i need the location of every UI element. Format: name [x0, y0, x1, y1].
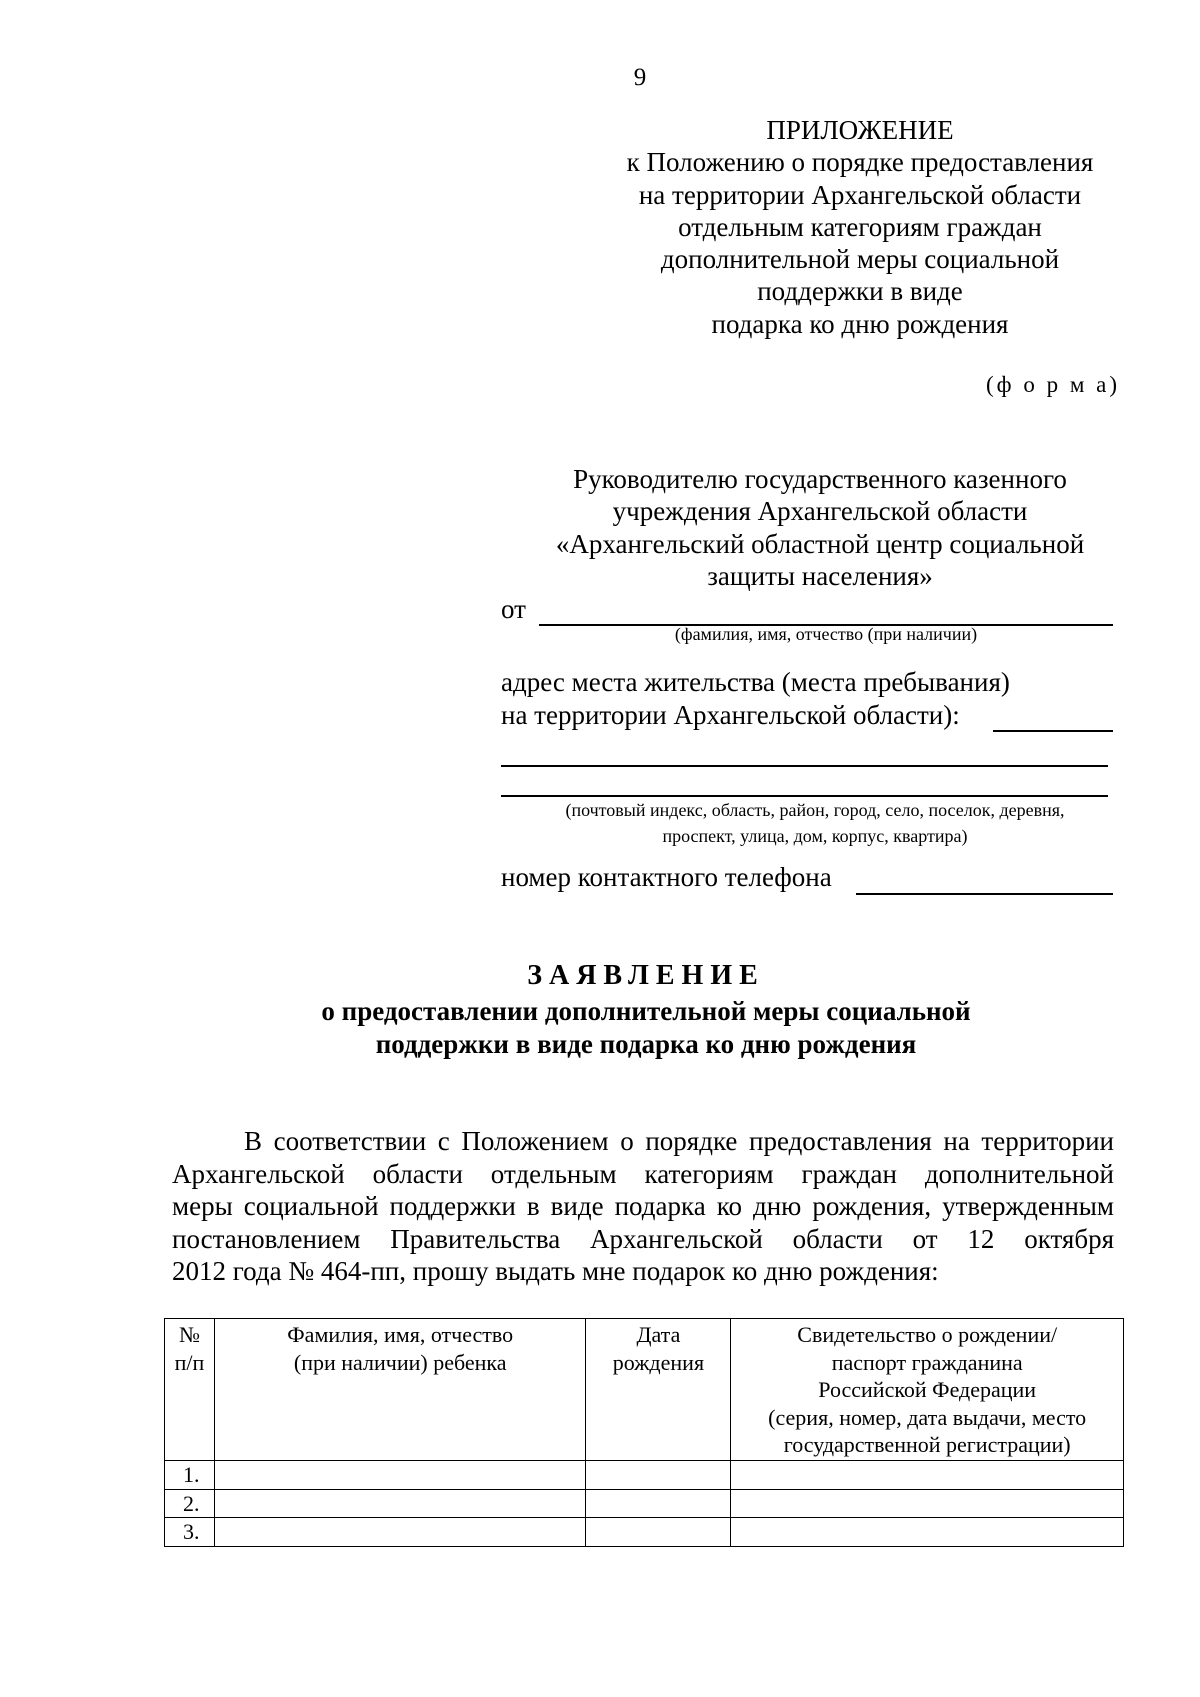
header-num-line: № [178, 1322, 200, 1347]
address-hint-line: проспект, улица, дом, корпус, квартира) [662, 826, 968, 846]
phone-fill-line[interactable] [856, 893, 1113, 895]
header-date-line: рождения [612, 1349, 705, 1375]
address-label-1: адрес места жительства (места пребывания) [501, 667, 1010, 697]
address-hint [515, 797, 1115, 849]
table-row [165, 1518, 1124, 1547]
row-number: 2. [165, 1489, 215, 1518]
child-name-cell[interactable] [214, 1489, 586, 1518]
document-cell[interactable] [731, 1489, 1124, 1518]
form-mark: (ф о р м а) [986, 372, 1120, 397]
header-name-line: (при наличии) ребенка [293, 1349, 507, 1375]
phone-field-row [501, 862, 1113, 898]
document-cell[interactable] [731, 1461, 1124, 1490]
header-birth-date [586, 1319, 731, 1461]
header-document [731, 1319, 1124, 1461]
addressee-line: защиты населения» [707, 561, 933, 592]
header-doc-line: государственной регистрации) [783, 1432, 1071, 1457]
annex-header [600, 114, 1120, 340]
page-number: 9 [633, 64, 647, 91]
body-line: Архангельской области отдельным категориям граждан дополнительной [172, 1158, 1114, 1189]
annex-line: к Положению о порядке предоставления [626, 147, 1094, 178]
row-number: 1. [165, 1461, 215, 1490]
header-num [165, 1319, 215, 1461]
birth-date-cell[interactable] [586, 1489, 731, 1518]
body-line: 2012 года № 464-пп, прошу выдать мне подарок ко дню рождения: [172, 1256, 939, 1286]
statement-title: ЗАЯВЛЕНИЕ [527, 960, 765, 991]
header-doc-line: паспорт гражданина [831, 1349, 1023, 1375]
annex-line: подарка ко дню рождения [711, 308, 1009, 339]
table-header-row [165, 1319, 1124, 1461]
phone-label: номер контактного телефона [501, 862, 832, 892]
from-hint: (фамилия, имя, отчество (при наличии) [674, 624, 978, 644]
from-label: от [501, 594, 526, 624]
child-name-cell[interactable] [214, 1518, 586, 1547]
address-field-row [501, 700, 1113, 734]
annex-title: ПРИЛОЖЕНИЕ [766, 115, 954, 145]
birth-date-cell[interactable] [586, 1518, 731, 1547]
address-label-2: на территории Архангельской области): [501, 700, 960, 730]
header-date-line: Дата [636, 1322, 681, 1347]
birth-date-cell[interactable] [586, 1461, 731, 1490]
header-child-name [214, 1319, 586, 1461]
annex-line: отдельным категориям граждан [678, 211, 1042, 242]
addressee-block [500, 463, 1140, 593]
header-doc-line: Российской Федерации [818, 1377, 1037, 1402]
header-num-line: п/п [174, 1349, 205, 1375]
address-fill-line[interactable] [993, 730, 1113, 732]
body-line: В соответствии с Положением о порядке предоставления на территории [244, 1126, 1114, 1156]
address-fill-line-2[interactable] [501, 765, 1108, 767]
addressee-line: учреждения Архангельской области [612, 496, 1028, 527]
body-line: постановлением Правительства Архангельской области от 12 октября [172, 1223, 1114, 1254]
annex-line: на территории Архангельской области [638, 179, 1082, 210]
table-row [165, 1461, 1124, 1490]
header-name-line: Фамилия, имя, отчество [287, 1322, 514, 1347]
addressee-line: «Архангельский областной центр социальной [555, 528, 1085, 559]
addressee-line: Руководителю государственного казенного [573, 464, 1067, 494]
statement-subtitle-line: поддержки в виде подарка ко дню рождения [375, 1029, 917, 1059]
header-doc-line: (серия, номер, дата выдачи, место [768, 1404, 1087, 1430]
body-line: меры социальной поддержки в виде подарка ко дню рождения, утвержденным [172, 1191, 1114, 1221]
statement-subtitle [0, 995, 1200, 1061]
statement-subtitle-line: о предоставлении дополнительной меры социальной [321, 996, 971, 1026]
document-cell[interactable] [731, 1518, 1124, 1547]
annex-line: дополнительной меры социальной [660, 244, 1060, 275]
from-field-row [501, 594, 1113, 628]
header-doc-line: Свидетельство о рождении/ [797, 1322, 1058, 1347]
statement-body [172, 1125, 1114, 1288]
address-hint-line: (почтовый индекс, область, район, город, село, поселок, деревня, [565, 800, 1065, 820]
annex-line: поддержки в виде [757, 276, 963, 307]
row-number: 3. [165, 1518, 215, 1547]
children-table [164, 1318, 1124, 1547]
table-row [165, 1489, 1124, 1518]
child-name-cell[interactable] [214, 1461, 586, 1490]
